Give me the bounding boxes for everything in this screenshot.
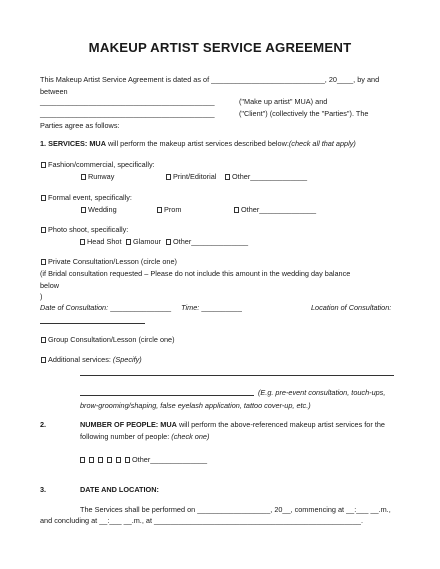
section-3-line-1: The Services shall be performed on __________________, 20__, commencing at __:___ __.m., xyxy=(80,505,391,514)
consultation-date-time xyxy=(40,303,242,312)
consultation-location-blank[interactable] xyxy=(40,323,145,324)
fashion-other-checkbox[interactable] xyxy=(225,174,230,180)
additional-services-example-2: brow-grooming/shaping, false eyelash application, tattoo cover-up, etc.) xyxy=(80,401,311,410)
consultation-date-blank[interactable]: _______________ xyxy=(110,303,172,312)
client-party-label: ("Client") (collectively the "Parties"). The xyxy=(239,109,369,118)
bridal-note-line-1: (if Bridal consultation requested – Please do not include this amount in the wedding day balance xyxy=(40,269,351,278)
formal-other-label: Other______________ xyxy=(241,205,317,214)
section-3-line-2: and concluding at __:___ __.m., at ___________________________________________________. xyxy=(40,516,363,525)
people-2-checkbox[interactable] xyxy=(89,457,94,463)
section-2-line-2 xyxy=(80,432,209,441)
formal-checkbox[interactable] xyxy=(41,195,46,201)
people-other-label: Other______________ xyxy=(132,455,208,464)
runway-option[interactable] xyxy=(81,172,114,181)
intro-line-1: This Makeup Artist Service Agreement is dated as of ____________________________, 20____, by and xyxy=(40,75,380,84)
photo-other-option[interactable] xyxy=(166,237,248,246)
mua-name-blank[interactable]: ___________________________________________ xyxy=(40,97,215,106)
group-consultation-option[interactable] xyxy=(41,335,175,344)
people-4-checkbox[interactable] xyxy=(107,457,112,463)
additional-services-option[interactable] xyxy=(41,355,142,364)
section-3-heading: DATE AND LOCATION: xyxy=(80,485,159,494)
runway-label: Runway xyxy=(88,172,115,181)
head-shot-label: Head Shot xyxy=(87,237,122,246)
runway-checkbox[interactable] xyxy=(81,174,86,180)
consultation-time-blank[interactable]: __________ xyxy=(201,303,242,312)
section-2-heading xyxy=(80,420,385,429)
photo-other-label: Other______________ xyxy=(173,237,249,246)
section-1-heading xyxy=(40,139,356,148)
section-2-note: (check one) xyxy=(171,432,210,441)
consultation-time-label: Time: xyxy=(181,303,200,312)
wedding-checkbox[interactable] xyxy=(81,207,86,213)
head-shot-option[interactable] xyxy=(80,237,121,246)
glamour-checkbox[interactable] xyxy=(126,239,131,245)
section-2-text-1: will perform the above-referenced makeup artist services for the xyxy=(178,420,385,429)
bridal-note-line-2: below xyxy=(40,281,60,290)
section-2-number: 2. xyxy=(40,420,47,429)
additional-services-blank-2[interactable] xyxy=(80,395,254,396)
formal-other-option[interactable] xyxy=(234,205,316,214)
fashion-checkbox[interactable] xyxy=(41,162,46,168)
formal-other-checkbox[interactable] xyxy=(234,207,239,213)
private-consultation-option[interactable] xyxy=(41,257,177,266)
prom-checkbox[interactable] xyxy=(157,207,162,213)
consultation-date-label: Date of Consultation: xyxy=(40,303,109,312)
private-consultation-label: Private Consultation/Lesson (circle one) xyxy=(48,257,177,266)
print-editorial-option[interactable] xyxy=(166,172,216,181)
print-editorial-label: Print/Editorial xyxy=(173,172,217,181)
people-other-checkbox[interactable] xyxy=(125,457,130,463)
wedding-option[interactable] xyxy=(81,205,117,214)
section-1-number: 1. SERVICES: xyxy=(40,139,88,148)
section-1-mua: MUA xyxy=(89,139,106,148)
photo-shoot-checkbox[interactable] xyxy=(41,227,46,233)
prom-label: Prom xyxy=(164,205,182,214)
people-1-checkbox[interactable] xyxy=(80,457,85,463)
group-consultation-checkbox[interactable] xyxy=(41,337,46,343)
group-consultation-label: Group Consultation/Lesson (circle one) xyxy=(48,335,175,344)
fashion-other-label: Other______________ xyxy=(232,172,308,181)
fashion-label: Fashion/commercial, specifically: xyxy=(48,160,155,169)
section-2-text-2: following number of people: xyxy=(80,432,170,441)
fashion-option[interactable] xyxy=(41,160,155,169)
section-3-number: 3. xyxy=(40,485,47,494)
mua-party-label: ("Make up artist" MUA) and xyxy=(239,97,328,106)
photo-shoot-label: Photo shoot, specifically: xyxy=(48,225,129,234)
people-3-checkbox[interactable] xyxy=(98,457,103,463)
people-count-options xyxy=(80,455,207,464)
glamour-label: Glamour xyxy=(133,237,161,246)
section-2-title: NUMBER OF PEOPLE: xyxy=(80,420,159,429)
photo-shoot-option[interactable] xyxy=(41,225,128,234)
glamour-option[interactable] xyxy=(126,237,161,246)
additional-services-specify: (Specify) xyxy=(112,355,142,364)
prom-option[interactable] xyxy=(157,205,181,214)
client-name-blank[interactable]: ___________________________________________ xyxy=(40,109,215,118)
additional-services-label: Additional services: xyxy=(48,355,111,364)
fashion-other-option[interactable] xyxy=(225,172,307,181)
formal-label: Formal event, specifically: xyxy=(48,193,132,202)
section-1-text: will perform the makeup artist services described below: xyxy=(108,139,289,148)
formal-option[interactable] xyxy=(41,193,132,202)
head-shot-checkbox[interactable] xyxy=(80,239,85,245)
print-editorial-checkbox[interactable] xyxy=(166,174,171,180)
intro-line-2: between xyxy=(40,87,68,96)
private-consultation-checkbox[interactable] xyxy=(41,259,46,265)
intro-line-5: Parties agree as follows: xyxy=(40,121,120,130)
people-5-checkbox[interactable] xyxy=(116,457,121,463)
additional-services-checkbox[interactable] xyxy=(41,357,46,363)
wedding-label: Wedding xyxy=(88,205,117,214)
section-2-mua: MUA xyxy=(160,420,177,429)
consultation-location-label: Location of Consultation: xyxy=(311,303,392,312)
document-title: MAKEUP ARTIST SERVICE AGREEMENT xyxy=(88,40,352,55)
section-1-note: (check all that apply) xyxy=(288,139,356,148)
photo-other-checkbox[interactable] xyxy=(166,239,171,245)
additional-services-example-1: (E.g. pre-event consultation, touch-ups, xyxy=(258,388,386,397)
additional-services-blank-1[interactable] xyxy=(80,375,394,376)
bridal-note-line-3: ) xyxy=(40,292,43,301)
